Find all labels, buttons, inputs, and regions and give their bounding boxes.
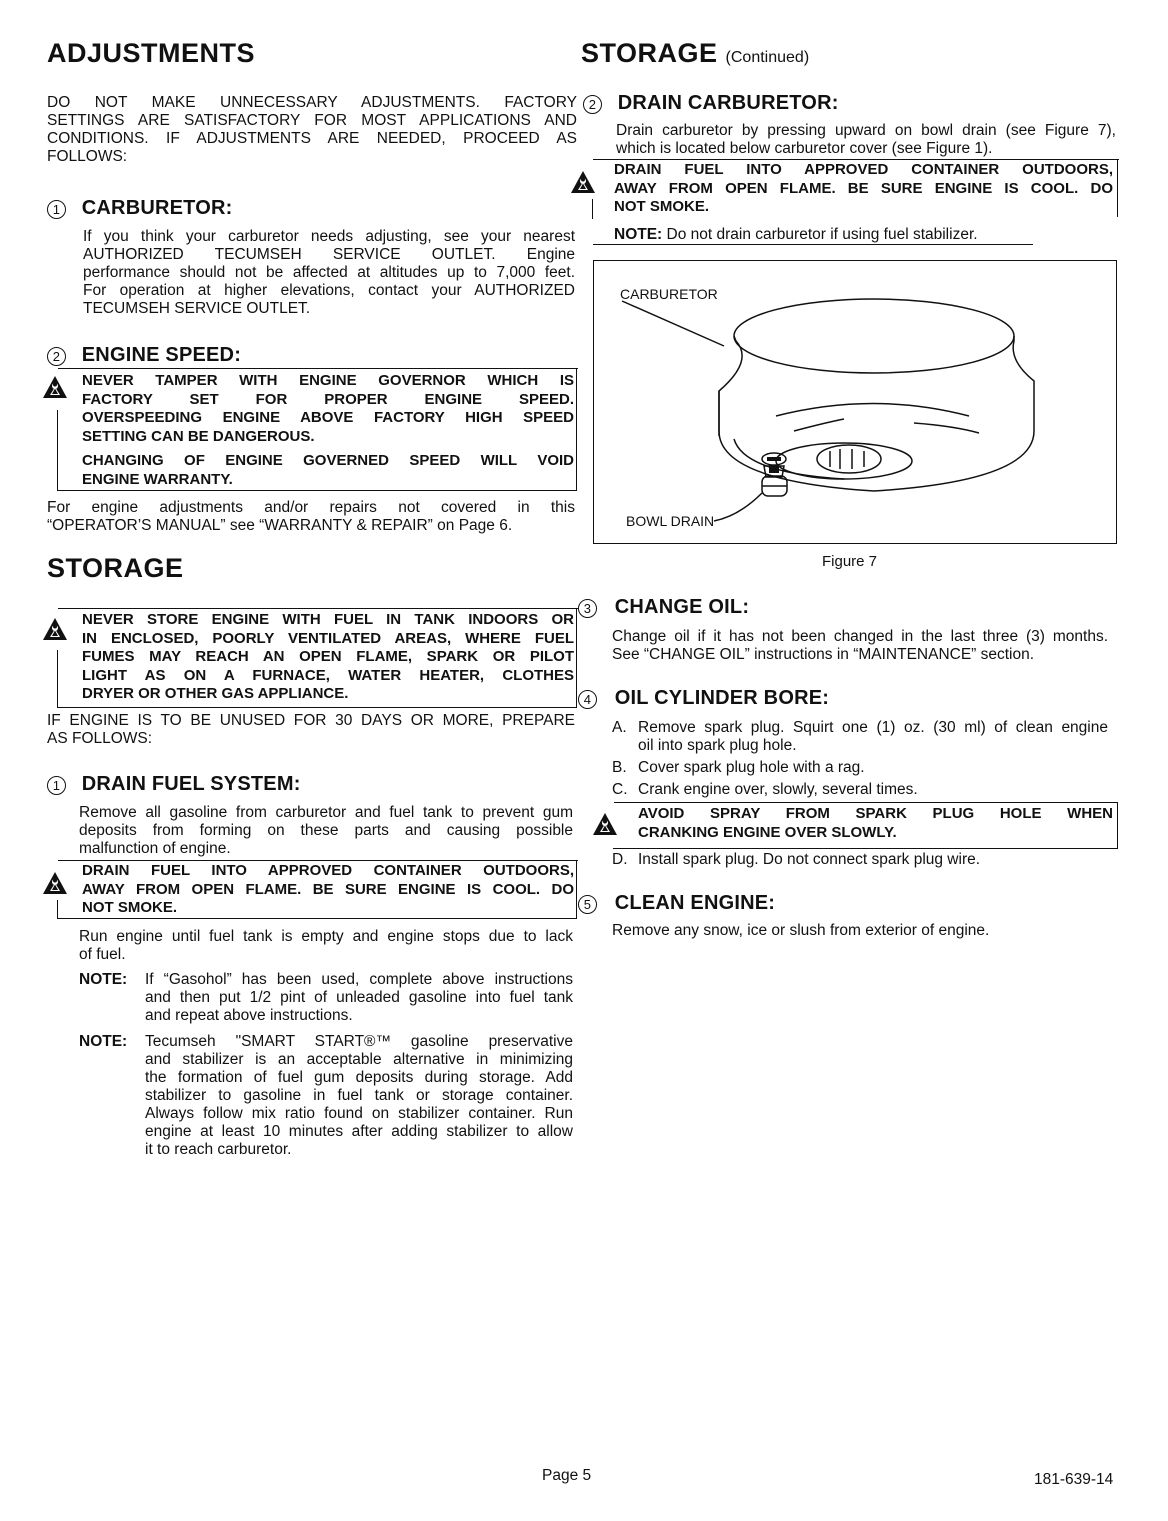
note-text: Do not drain carburetor if using fuel stabilizer. xyxy=(666,226,978,243)
drain-fuel-text xyxy=(79,804,573,858)
text-line: Tecumseh "SMART START®™ gasoline preservative xyxy=(145,1033,573,1050)
text-line: it to reach carburetor. xyxy=(145,1141,292,1158)
text-line: deposits from forming on these parts and causing possible xyxy=(79,822,573,839)
text-line: Cover spark plug hole with a rag. xyxy=(638,759,865,776)
text-line: For engine adjustments and/or repairs not covered in this xyxy=(47,499,575,516)
text-line: performance should not be affected at altitudes up to 7,000 feet. xyxy=(83,264,575,281)
text-line: Remove spark plug. Squirt one (1) oz. (30 ml) of clean engine xyxy=(638,719,1108,736)
section-title-storage-continued xyxy=(581,38,809,69)
section-title-adjustments: ADJUSTMENTS xyxy=(47,38,256,68)
step-number-icon: 1 xyxy=(47,776,66,795)
adjustments-intro xyxy=(47,94,577,166)
step-number-icon: 5 xyxy=(578,895,597,914)
storage-intro xyxy=(47,712,575,748)
text-line: Drain carburetor by pressing upward on bowl drain (see Figure 7), xyxy=(616,122,1116,139)
step-letter: B. xyxy=(612,759,627,776)
engine-speed-heading xyxy=(47,344,241,367)
divider xyxy=(593,244,1033,245)
text-line: If you think your carburetor needs adjusting, see your nearest xyxy=(83,228,575,245)
engine-speed-warning-box xyxy=(57,368,577,491)
clean-engine-text: Remove any snow, ice or slush from exterior of engine. xyxy=(612,922,990,939)
text-line: If “Gasohol” has been used, complete above instructions xyxy=(145,971,573,988)
carburetor-bowl-illustration xyxy=(594,261,1115,542)
intro-line: SETTINGS ARE SATISFACTORY FOR MOST APPLICATIONS AND xyxy=(47,112,577,129)
warning-line: DRAIN FUEL INTO APPROVED CONTAINER OUTDOORS, xyxy=(614,161,1113,178)
step-d xyxy=(612,851,1108,869)
text-line: See “CHANGE OIL” instructions in “MAINTENANCE” section. xyxy=(612,646,1035,663)
note-gasohol xyxy=(145,971,573,1025)
intro-line: DO NOT MAKE UNNECESSARY ADJUSTMENTS. FACTORY xyxy=(47,94,577,111)
document-number: 181-639-14 xyxy=(1034,1471,1114,1488)
storage-title-text: STORAGE xyxy=(581,38,718,68)
intro-line: CONDITIONS. IF ADJUSTMENTS ARE NEEDED, PROCEED AS xyxy=(47,130,577,147)
oil-cylinder-heading xyxy=(578,687,829,710)
oil-cylinder-title: OIL CYLINDER BORE: xyxy=(614,687,830,709)
step-number-icon: 2 xyxy=(583,95,602,114)
step-number-icon: 3 xyxy=(578,599,597,618)
warning-line: LIGHT AS ON A FURNACE, WATER HEATER, CLOTHES xyxy=(82,666,574,684)
drain-carburetor-heading xyxy=(583,92,839,115)
drain-carb-warning-box xyxy=(592,159,1118,217)
warning-line: AWAY FROM OPEN FLAME. BE SURE ENGINE IS COOL. DO xyxy=(614,179,1113,197)
change-oil-title: CHANGE OIL: xyxy=(614,596,750,618)
engine-speed-title: ENGINE SPEED: xyxy=(81,344,242,366)
note-label-text: NOTE: xyxy=(79,1033,128,1050)
step-letter: A. xyxy=(612,719,627,736)
text-line: TECUMSEH SERVICE OUTLET. xyxy=(83,300,311,317)
carburetor-label: CARBURETOR xyxy=(620,286,718,302)
text-line: engine at least 10 minutes after adding stabilizer to allow xyxy=(145,1123,573,1140)
clean-engine-title: CLEAN ENGINE: xyxy=(614,892,776,914)
text-line: stabilizer to gasoline in fuel tank or storage container. xyxy=(145,1087,573,1104)
text-line: IF ENGINE IS TO BE UNUSED FOR 30 DAYS OR MORE, PREPARE xyxy=(47,712,575,729)
section-title-storage: STORAGE xyxy=(47,553,184,583)
change-oil-heading xyxy=(578,596,749,619)
text-line: which is located below carburetor cover (see Figure 1). xyxy=(616,140,993,157)
continued-label: (Continued) xyxy=(725,49,810,66)
intro-line: FOLLOWS: xyxy=(47,148,128,165)
warning-line: NOT SMOKE. xyxy=(614,198,710,215)
warning-line: IN ENCLOSED, POORLY VENTILATED AREAS, WHERE FUEL xyxy=(82,629,574,647)
note-label xyxy=(79,1033,127,1051)
warning-line: DRAIN FUEL INTO APPROVED CONTAINER OUTDOORS, xyxy=(82,862,574,879)
warning-line: ENGINE WARRANTY. xyxy=(82,470,233,488)
text-line: oil into spark plug hole. xyxy=(638,737,797,754)
text-line: Crank engine over, slowly, several times. xyxy=(638,781,918,798)
step-letter: D. xyxy=(612,851,628,868)
figure-caption: Figure 7 xyxy=(822,553,878,570)
warning-line: AVOID SPRAY FROM SPARK PLUG HOLE WHEN xyxy=(638,805,1113,822)
carburetor-title: CARBURETOR: xyxy=(81,197,233,219)
drain-carb-note xyxy=(614,226,1114,244)
drain-fuel-heading xyxy=(47,773,301,796)
text-line: For operation at higher elevations, contact your AUTHORIZED xyxy=(83,282,575,299)
carburetor-text xyxy=(83,228,575,318)
text-line: AUTHORIZED TECUMSEH SERVICE OUTLET. Engine xyxy=(83,246,575,263)
step-c xyxy=(612,781,1108,799)
note-label-text: NOTE: xyxy=(614,226,663,243)
step-number-icon: 4 xyxy=(578,690,597,709)
step-b xyxy=(612,759,1108,777)
note-smart-start xyxy=(145,1033,573,1159)
text-line: Remove all gasoline from carburetor and fuel tank to prevent gum xyxy=(79,804,573,821)
text-line: Always follow mix ratio found on stabilizer container. Run xyxy=(145,1105,573,1122)
text-line: the formation of fuel gum deposits during storage. Add xyxy=(145,1069,573,1086)
text-line: Run engine until fuel tank is empty and engine stops due to lack xyxy=(79,928,573,945)
run-engine-text xyxy=(79,928,573,964)
change-oil-text xyxy=(612,628,1108,664)
warning-line: OVERSPEEDING ENGINE ABOVE FACTORY HIGH SPEED xyxy=(82,409,574,426)
clean-engine-heading xyxy=(578,892,775,915)
adjustments-footer-text xyxy=(47,499,575,535)
text-line: and stabilizer is an acceptable alternative in minimizing xyxy=(145,1051,573,1068)
oil-cylinder-steps xyxy=(612,719,1108,799)
warning-line: FACTORY SET FOR PROPER ENGINE SPEED. xyxy=(82,390,574,408)
text-line: and then put 1/2 pint of unleaded gasoline into fuel tank xyxy=(145,989,573,1006)
figure-7-frame xyxy=(593,260,1117,544)
note-label-text: NOTE: xyxy=(79,971,128,988)
step-letter: C. xyxy=(612,781,628,798)
text-line: of fuel. xyxy=(79,946,126,963)
text-line: Install spark plug. Do not connect spark plug wire. xyxy=(638,851,981,868)
text-line: Change oil if it has not been changed in the last three (3) months. xyxy=(612,628,1108,645)
text-line: “OPERATOR’S MANUAL” see “WARRANTY & REPAIR” on Page 6. xyxy=(47,517,513,534)
warning-line: NOT SMOKE. xyxy=(82,899,178,916)
carburetor-heading xyxy=(47,197,232,220)
warning-line: SETTING CAN BE DANGEROUS. xyxy=(82,427,315,445)
step-number-icon: 1 xyxy=(47,200,66,219)
oil-cylinder-warning-box xyxy=(613,802,1118,849)
warning-line: CRANKING ENGINE OVER SLOWLY. xyxy=(638,823,897,841)
warning-line: FUMES MAY REACH AN OPEN FLAME, SPARK OR PILOT xyxy=(82,648,574,665)
drain-fuel-warning-box xyxy=(57,860,577,919)
step-a xyxy=(612,719,1108,755)
text-line: and repeat above instructions. xyxy=(145,1007,353,1024)
storage-warning-box xyxy=(57,608,577,708)
drain-carburetor-title: DRAIN CARBURETOR: xyxy=(617,92,839,114)
drain-fuel-title: DRAIN FUEL SYSTEM: xyxy=(81,773,301,795)
warning-line: CHANGING OF ENGINE GOVERNED SPEED WILL VOID xyxy=(82,452,574,469)
warning-line: AWAY FROM OPEN FLAME. BE SURE ENGINE IS COOL. DO xyxy=(82,880,574,898)
warning-line: DRYER OR OTHER GAS APPLIANCE. xyxy=(82,685,349,702)
bowl-drain-label: BOWL DRAIN xyxy=(626,513,715,529)
drain-carburetor-text xyxy=(616,122,1116,158)
note-label xyxy=(79,971,127,989)
text-line: AS FOLLOWS: xyxy=(47,730,153,747)
warning-line: NEVER TAMPER WITH ENGINE GOVERNOR WHICH IS xyxy=(82,372,574,389)
text-line: malfunction of engine. xyxy=(79,840,231,857)
page-number: Page 5 xyxy=(542,1467,592,1484)
step-number-icon: 2 xyxy=(47,347,66,366)
warning-line: NEVER STORE ENGINE WITH FUEL IN TANK INDOORS OR xyxy=(82,611,574,628)
